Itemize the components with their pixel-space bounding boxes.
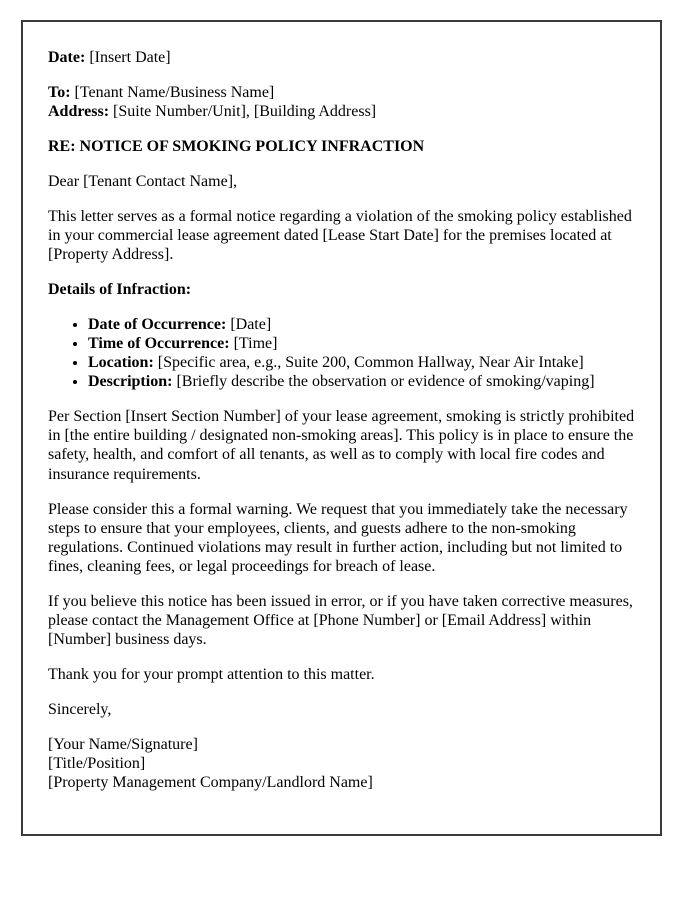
list-item — [88, 372, 638, 391]
detail-label: Date of Occurrence: — [88, 316, 227, 334]
detail-value: [Date] — [230, 316, 272, 334]
list-item — [88, 353, 638, 372]
contact-paragraph: If you believe this notice has been issued in error, or if you have taken corrective measures, please contact the Management Office at [Phone Number] or [Email Address] within [Number] business days. — [48, 592, 633, 648]
letter-document — [21, 20, 662, 836]
detail-label: Description: — [88, 373, 173, 391]
warning-paragraph: Please consider this a formal warning. We request that you immediately take the necessary steps to ensure that your employees, clients, and guests adhere to the non-smoking regulations. Continued violations may result in further action, including but not limited to fines, cleaning fees, or legal proceedings for breach of lease. — [48, 500, 628, 575]
infraction-details-list — [48, 315, 638, 391]
signature-name-line: [Your Name/Signature] — [48, 735, 198, 753]
detail-value: [Briefly describe the observation or evidence of smoking/vaping] — [176, 373, 595, 391]
signature-company-line: [Property Management Company/Landlord Name] — [48, 773, 373, 791]
detail-label: Location: — [88, 354, 154, 372]
detail-label: Time of Occurrence: — [88, 335, 230, 353]
list-item — [88, 334, 638, 353]
list-item — [88, 315, 638, 334]
date-line — [48, 48, 638, 67]
closing: Sincerely, — [48, 700, 112, 718]
date-label: Date: — [48, 49, 86, 66]
signature-title-line: [Title/Position] — [48, 754, 146, 772]
detail-value: [Specific area, e.g., Suite 200, Common Hallway, Near Air Intake] — [157, 354, 584, 372]
date-value: [Insert Date] — [89, 49, 171, 66]
intro-paragraph: This letter serves as a formal notice regarding a violation of the smoking policy established in your commercial lease agreement dated [Lease Start Date] for the premises located at [Property Address]. — [48, 208, 632, 264]
address-value: [Suite Number/Unit], [Building Address] — [113, 103, 377, 121]
address-label: Address: — [48, 103, 110, 121]
detail-value: [Time] — [233, 335, 278, 353]
to-value: [Tenant Name/Business Name] — [74, 84, 275, 102]
recipient-block — [48, 83, 638, 121]
subject-line: RE: NOTICE OF SMOKING POLICY INFRACTION — [48, 138, 425, 156]
policy-paragraph: Per Section [Insert Section Number] of your lease agreement, smoking is strictly prohibited in [the entire building / designated non-smoking areas]. This policy is in place to ensure the safety, health, and comfort of all tenants, as well as to comply with local fire codes and insurance requirements. — [48, 408, 635, 483]
salutation: Dear [Tenant Contact Name], — [48, 173, 238, 191]
details-heading: Details of Infraction: — [48, 281, 192, 299]
to-label: To: — [48, 84, 71, 102]
thanks-paragraph: Thank you for your prompt attention to this matter. — [48, 665, 375, 683]
